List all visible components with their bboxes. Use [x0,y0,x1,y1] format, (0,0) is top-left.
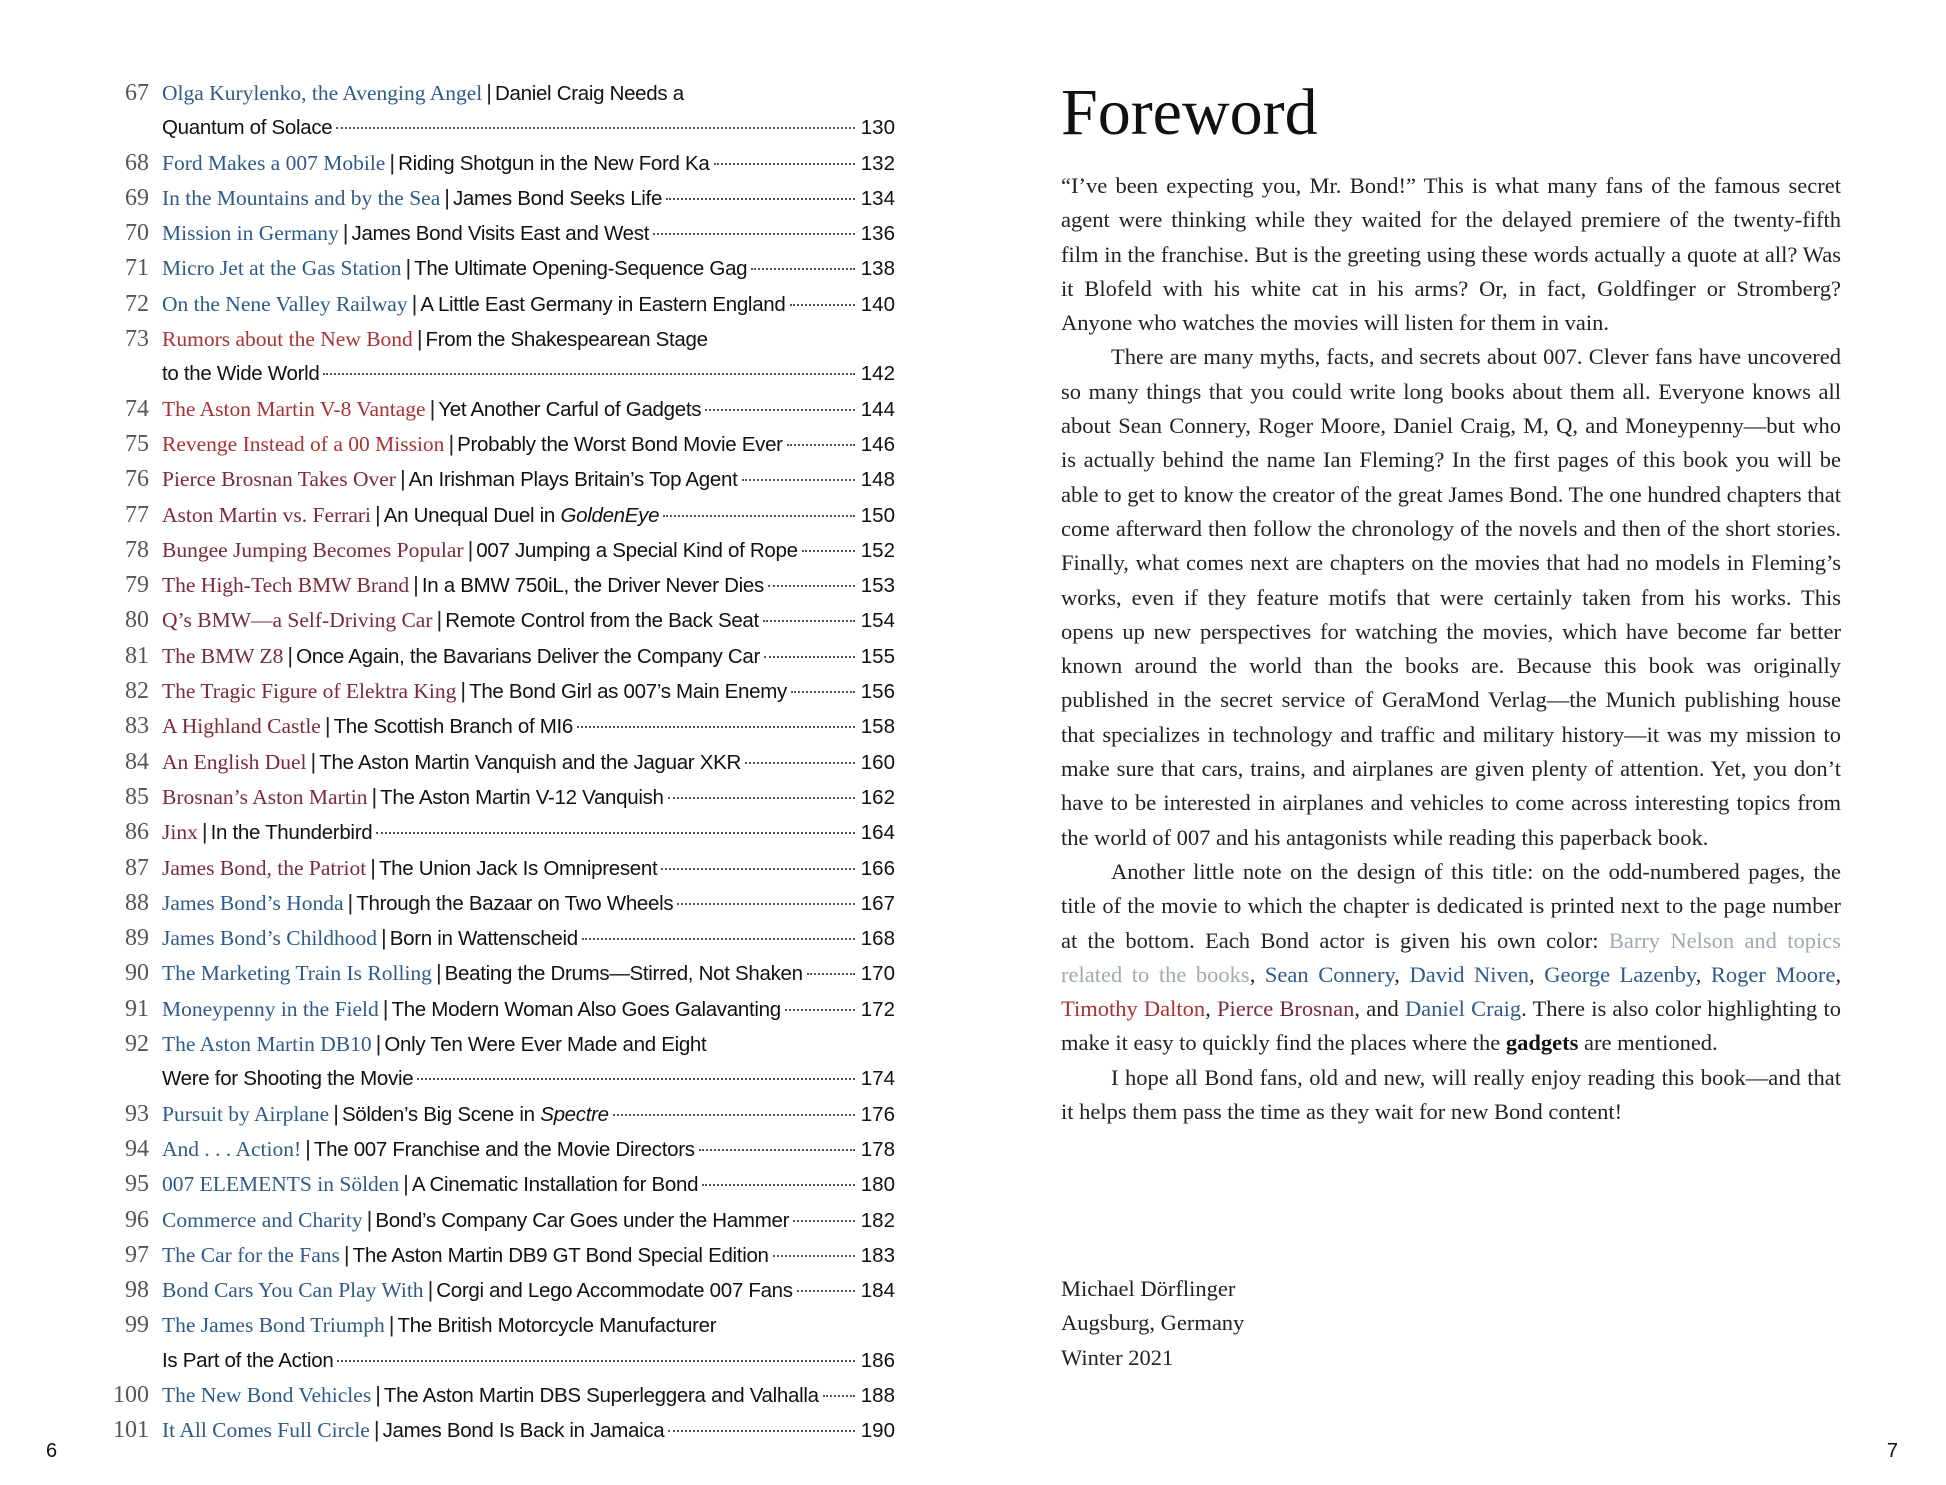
chapter-number: 76 [125,466,149,493]
chapter-page: 146 [860,432,895,456]
chapter-page: 130 [860,116,895,140]
toc-entry[interactable] [100,603,895,638]
chapter-number: 71 [125,255,149,282]
dot-leader [714,163,855,165]
dot-leader [653,233,855,235]
chapter-title: Jinx [162,820,198,845]
toc-entry[interactable] [100,216,895,251]
chapter-number: 77 [125,501,149,528]
chapter-number: 72 [125,290,149,317]
chapter-title: The Aston Martin V-8 Vantage [162,396,426,421]
chapter-number: 101 [113,1417,149,1444]
chapter-subtitle-continued: to the Wide World [162,362,320,386]
table-of-contents [100,76,895,1449]
chapter-page: 180 [860,1173,895,1197]
chapter-subtitle: The Aston Martin V-12 Vanquish [380,785,664,809]
chapter-subtitle: James Bond Visits East and West [351,222,650,246]
foreword-paragraph: There are many myths, facts, and secrets about 007. Clever fans have uncovered so many things that you could write long books about them all. Everyone knows all about Sean Connery, Roger Moore, Daniel Craig, M, Q, and Moneypenny—but who is actually behind the name Ian Fleming? In the first pages of this book you will be able to get to know the creator of the great James Bond. The one hundred chapters that come afterward then follow the chronology of the novels and then of the short stories. Finally, what comes next are chapters on the movies that had no models in Fleming’s works, even if they feature motifs that were certainly taken from his works. This opens up new perspectives for watching the movies, which have become far better known around the world than the books are. Because this book was originally published in the secret service of GeraMond Verlag—the Munich publishing house that specializes in technology and traffic and military history—it was my mission to make sure that cars, trains, and airplanes are given plenty of attention. Yet, you don’t have to be interested in airplanes and vehicles to come across interesting topics from the world of 007 and his antagonists while reading this paperback book. [1061,344,1841,850]
gadgets-highlight: gadgets [1505,1030,1579,1056]
toc-entry[interactable] [100,287,895,322]
chapter-subtitle: The Bond Girl as 007’s Main Enemy [469,680,787,704]
toc-entry[interactable] [100,1273,895,1308]
toc-entry[interactable] [100,851,895,886]
title-separator: | [460,678,467,704]
chapter-title: Ford Makes a 007 Mobile [162,150,386,175]
toc-entry[interactable] [100,956,895,991]
title-separator: | [370,854,376,880]
chapter-number: 78 [125,536,149,563]
chapter-page: 166 [860,856,895,880]
chapter-title: An English Duel [162,749,307,774]
actor-color-label: Sean Connery [1264,961,1395,987]
chapter-subtitle: Bond’s Company Car Goes under the Hammer [375,1208,790,1232]
toc-entry[interactable] [100,1167,895,1202]
title-separator: | [324,713,331,739]
title-separator: | [389,149,396,175]
toc-entry[interactable] [100,392,895,427]
chapter-page: 172 [860,997,895,1021]
title-separator: | [435,960,442,986]
title-separator: | [375,1381,381,1407]
chapter-number: 74 [125,395,149,422]
chapter-subtitle: Through the Bazaar on Two Wheels [356,891,674,915]
page-number-left: 6 [46,1440,58,1462]
foreword-title: Foreword [1061,76,1318,149]
dot-leader [785,1009,855,1011]
paragraph-text: There is also color highlighting to make it easy to quickly find the places where the [1061,996,1841,1056]
signature [1061,1272,1244,1375]
chapter-subtitle: Only Ten Were Ever Made and Eight [384,1033,707,1057]
title-separator: | [427,1277,434,1303]
chapter-title: Bond Cars You Can Play With [162,1278,424,1303]
chapter-title: Revenge Instead of a 00 Mission [162,431,445,456]
chapter-number: 73 [125,326,149,353]
title-separator: | [399,466,406,492]
chapter-number: 96 [125,1206,149,1233]
chapter-page: 153 [860,574,895,598]
title-separator: | [343,1241,350,1267]
chapter-title: Pursuit by Airplane [162,1101,330,1126]
dot-leader [773,1255,855,1257]
chapter-page: 182 [860,1208,895,1232]
chapter-subtitle: Remote Control from the Back Seat [445,609,759,633]
chapter-number: 85 [125,783,149,810]
chapter-title: The James Bond Triumph [162,1313,385,1338]
dot-leader [323,373,854,375]
chapter-page: 160 [860,750,895,774]
chapter-number: 98 [125,1277,149,1304]
dot-leader [790,304,855,306]
title-separator: | [342,220,349,246]
toc-entry[interactable] [100,921,895,956]
chapter-page: 170 [860,962,895,986]
chapter-number: 70 [125,220,149,247]
chapter-title: The Car for the Fans [162,1242,340,1267]
title-separator: | [444,184,450,210]
chapter-title: Rumors about the New Bond [162,327,413,352]
chapter-number: 99 [125,1312,149,1339]
toc-entry[interactable] [100,709,895,744]
dot-leader [663,515,855,517]
dot-leader [745,762,855,764]
dot-leader [768,585,855,587]
chapter-title: Bungee Jumping Becomes Popular [162,537,464,562]
chapter-title: On the Nene Valley Railway [162,291,408,316]
chapter-number: 95 [125,1171,149,1198]
actor-color-label: David Niven [1409,961,1530,987]
title-separator: | [310,748,317,774]
toc-entry[interactable] [100,1132,895,1167]
title-separator: | [375,1031,382,1057]
chapter-title: A Highland Castle [162,714,321,739]
title-separator: | [382,995,389,1021]
dot-leader [793,1220,855,1222]
chapter-subtitle-continued: Is Part of the Action [162,1348,334,1372]
chapter-subtitle: The Scottish Branch of MI6 [333,715,574,739]
chapter-subtitle: A Little East Germany in Eastern England [420,292,786,316]
chapter-number: 91 [125,995,149,1022]
title-separator: | [436,607,443,633]
toc-entry[interactable] [100,76,895,146]
dot-leader [823,1395,855,1397]
chapter-subtitle: The 007 Franchise and the Movie Directors [313,1137,695,1161]
actor-color-label: Timothy Dalton [1061,996,1206,1022]
title-separator: | [411,290,418,316]
foreword-body [1061,169,1841,1129]
dot-leader [699,1149,855,1151]
chapter-subtitle: Daniel Craig Needs a [494,82,684,105]
chapter-subtitle: Corgi and Lego Accommodate 007 Fans [436,1279,793,1303]
page-number-right: 7 [1886,1440,1898,1462]
title-separator: | [448,430,455,456]
toc-entry[interactable] [100,1027,895,1097]
dot-leader [797,1290,855,1292]
toc-entry[interactable] [100,780,895,815]
title-separator: | [373,1417,380,1443]
chapter-page: 150 [860,503,895,527]
actor-color-label: Daniel Craig [1404,996,1522,1022]
chapter-number: 89 [125,925,149,952]
dot-leader [807,973,855,975]
chapter-subtitle: Once Again, the Bavarians Deliver the Company Car [296,644,761,668]
chapter-number: 93 [125,1100,149,1127]
chapter-page: 188 [860,1383,895,1407]
chapter-title: And . . . Action! [162,1136,302,1161]
chapter-number: 86 [125,819,149,846]
dot-leader [613,1114,855,1116]
chapter-title: The New Bond Vehicles [162,1382,372,1407]
dot-leader [677,903,854,905]
chapter-subtitle: Born in Wattenscheid [389,927,578,951]
dot-leader [702,1184,855,1186]
chapter-title: Q’s BMW—a Self-Driving Car [162,608,433,633]
chapter-page: 140 [860,292,895,316]
chapter-title: Olga Kurylenko, the Avenging Angel [162,81,483,105]
chapter-title: Mission in Germany [162,221,339,246]
actor-color-label: Pierce Brosnan [1216,996,1355,1022]
title-separator: | [333,1100,339,1126]
title-separator: | [347,889,354,915]
chapter-number: 79 [125,572,149,599]
chapter-page: 174 [860,1067,895,1091]
toc-entry[interactable] [100,745,895,780]
chapter-page: 134 [860,186,895,210]
chapter-page: 142 [860,362,895,386]
chapter-number: 83 [125,713,149,740]
chapter-number: 81 [125,642,149,669]
title-separator: | [429,395,436,421]
toc-entry[interactable] [100,462,895,497]
chapter-number: 97 [125,1241,149,1268]
dot-leader [742,479,855,481]
chapter-subtitle: The Union Jack Is Omnipresent [378,856,658,880]
chapter-subtitle: Yet Another Carful of Gadgets [438,397,702,421]
dot-leader [751,268,855,270]
chapter-subtitle: The Aston Martin DBS Superleggera and Valhalla [383,1383,819,1407]
toc-entry[interactable] [100,533,895,568]
toc-entry[interactable] [100,1238,895,1273]
chapter-page: 176 [860,1102,895,1126]
chapter-page: 144 [860,397,895,421]
dot-leader [787,444,855,446]
chapter-page: 162 [860,785,895,809]
chapter-page: 138 [860,257,895,281]
title-separator: | [201,819,208,845]
chapter-title: James Bond’s Honda [162,890,344,915]
toc-entry[interactable] [100,886,895,921]
chapter-number: 88 [125,889,149,916]
title-separator: | [486,80,492,105]
chapter-page: 164 [860,821,895,845]
chapter-subtitle: James Bond Is Back in Jamaica [382,1419,665,1443]
toc-entry[interactable] [100,639,895,674]
chapter-title: Commerce and Charity [162,1207,363,1232]
dot-leader [668,797,855,799]
title-separator: | [416,326,423,352]
chapter-title: James Bond’s Childhood [162,926,378,951]
toc-entry[interactable] [100,322,895,392]
toc-entry[interactable] [100,1378,895,1413]
toc-entry[interactable] [100,992,895,1027]
chapter-page: 155 [860,644,895,668]
chapter-title: Aston Martin vs. Ferrari [162,502,371,527]
chapter-subtitle: An Unequal Duel in [383,503,555,527]
chapter-number: 84 [125,748,149,775]
chapter-subtitle: 007 Jumping a Special Kind of Rope [476,538,798,562]
chapter-subtitle: Probably the Worst Bond Movie Ever [457,432,783,456]
chapter-title: James Bond, the Patriot [162,855,367,880]
chapter-subtitle: The Modern Woman Also Goes Galavanting [391,997,781,1021]
chapter-title: Moneypenny in the Field [162,996,379,1021]
dot-leader [791,691,855,693]
chapter-subtitle-italic: Spectre [540,1102,609,1126]
dot-leader [764,656,855,658]
chapter-number: 68 [125,149,149,176]
toc-entry[interactable] [100,815,895,850]
foreword-color-note-paragraph: Another little note on the design of this title: on the odd-numbered pages, the title of the movie to which the chapter is dedicated is printed next to the page number at the bottom. Each Bond actor is given his own color: Barry Nelson and topics related to the books, Sean Connery, David Niven, George Lazenby, Roger Moore, Timothy Dalton, Pierce Brosnan, and Daniel Craig. There is also color highlighting to make it easy to quickly find the places where the gadgets are mentioned. [1061,858,1842,1056]
chapter-page: 148 [860,468,895,492]
dot-leader [668,1430,854,1432]
actor-color-label: George Lazenby [1544,961,1696,987]
chapter-page: 136 [860,222,895,246]
dot-leader [337,1360,854,1362]
chapter-title: Pierce Brosnan Takes Over [162,467,396,492]
paragraph-text: are mentioned. [1583,1030,1718,1056]
title-separator: | [467,536,474,562]
title-separator: | [371,783,378,809]
signature-place: Augsburg, Germany [1061,1310,1245,1336]
chapter-number: 92 [125,1031,149,1058]
chapter-title: The High-Tech BMW Brand [162,573,410,598]
toc-entry[interactable] [100,1413,895,1448]
chapter-title: The BMW Z8 [162,643,284,668]
chapter-subtitle: Beating the Drums—Stirred, Not Shaken [444,962,803,986]
chapter-title: The Marketing Train Is Rolling [162,961,432,986]
dot-leader [666,198,855,200]
chapter-page: 154 [860,609,895,633]
foreword-paragraph: “I’ve been expecting you, Mr. Bond!” This is what many fans of the famous secret agent were thinking while they waited for the delayed premiere of the twenty-fifth film in the franchise. But is the greeting using these words actually a quote at all? Was it Blofeld with his white cat in his arms? Or, in fact, Goldfinger or Stromberg? Anyone who watches the movies will listen for them in vain. [1061,173,1841,336]
chapter-page: 168 [860,927,895,951]
title-separator: | [366,1206,373,1232]
chapter-subtitle: A Cinematic Installation for Bond [411,1173,699,1197]
title-separator: | [405,255,412,281]
title-separator: | [305,1135,311,1161]
chapter-subtitle: Sölden’s Big Scene in [341,1102,535,1126]
chapter-subtitle: From the Shakespearean Stage [425,328,708,352]
chapter-subtitle: The Ultimate Opening-Sequence Gag [414,257,748,281]
dot-leader [577,726,855,728]
title-separator: | [388,1312,395,1338]
actor-color-label: Roger Moore [1710,961,1836,987]
right-page [973,0,1946,1485]
chapter-page: 183 [860,1243,895,1267]
toc-entry[interactable] [100,146,895,181]
chapter-number: 82 [125,678,149,705]
title-separator: | [381,925,387,951]
chapter-number: 69 [125,184,149,211]
chapter-page: 186 [860,1348,895,1372]
title-separator: | [287,642,294,668]
toc-entry[interactable] [100,427,895,462]
foreword-paragraph: I hope all Bond fans, old and new, will really enjoy reading this book—and that it helps them pass the time as they wait for new Bond content! [1061,1064,1841,1125]
title-separator: | [403,1171,409,1197]
chapter-page: 152 [860,538,895,562]
paragraph-text: Another little note on the design of this title: on the odd-numbered pages, the title of the movie to which the chapter is dedicated is printed next to the page number at the bottom. Each Bond actor is given his own color: [1061,858,1841,953]
title-separator: | [375,501,381,527]
toc-entry[interactable] [100,674,895,709]
chapter-number: 100 [113,1381,149,1408]
actor-color-label: Barry Nelson and topics related to the books [1061,927,1841,987]
chapter-page: 184 [860,1279,895,1303]
dot-leader [763,620,855,622]
chapter-title: Brosnan’s Aston Martin [162,784,368,809]
chapter-title: The Aston Martin DB10 [162,1032,372,1057]
signature-name: Michael Dörflinger [1061,1276,1236,1301]
chapter-title: In the Mountains and by the Sea [162,185,441,210]
title-separator: | [413,572,419,598]
chapter-number: 80 [125,607,149,634]
chapter-page: 156 [860,680,895,704]
signature-date: Winter 2021 [1061,1344,1174,1370]
chapter-title: 007 ELEMENTS in Sölden [162,1172,400,1197]
chapter-number: 67 [125,80,149,106]
chapter-number: 94 [125,1135,149,1162]
dot-leader [661,868,854,870]
chapter-subtitle-continued: Quantum of Solace [162,116,333,140]
chapter-title: It All Comes Full Circle [162,1418,370,1443]
toc-entry[interactable] [100,1203,895,1238]
chapter-subtitle-continued: Were for Shooting the Movie [162,1067,414,1091]
chapter-page: 178 [860,1137,895,1161]
chapter-title: The Tragic Figure of Elektra King [162,679,457,704]
chapter-subtitle: The British Motorcycle Manufacturer [397,1314,717,1338]
chapter-number: 87 [125,854,149,881]
dot-leader [582,938,855,940]
toc-entry[interactable] [100,181,895,216]
toc-entry[interactable] [100,568,895,603]
chapter-subtitle: The Aston Martin Vanquish and the Jaguar XKR [319,750,741,774]
chapter-subtitle: James Bond Seeks Life [452,186,663,210]
toc-entry[interactable] [100,1308,895,1378]
chapter-page: 190 [860,1419,895,1443]
chapter-number: 90 [125,960,149,987]
conjunction: and [1366,996,1399,1022]
chapter-subtitle: In the Thunderbird [210,821,373,845]
chapter-subtitle: In a BMW 750iL, the Driver Never Dies [421,574,764,598]
toc-entry[interactable] [100,1097,895,1132]
dot-leader [336,127,854,129]
chapter-subtitle: Riding Shotgun in the New Ford Ka [398,151,710,175]
chapter-page: 132 [860,151,895,175]
chapter-subtitle: The Aston Martin DB9 GT Bond Special Edition [352,1243,769,1267]
dot-leader [417,1078,854,1080]
toc-entry[interactable] [100,498,895,533]
dot-leader [705,409,855,411]
dot-leader [802,550,855,552]
toc-entry[interactable] [100,251,895,286]
chapter-subtitle: An Irishman Plays Britain’s Top Agent [408,468,738,492]
chapter-title: Micro Jet at the Gas Station [162,256,402,281]
chapter-subtitle-italic: GoldenEye [560,503,660,527]
dot-leader [376,832,854,834]
chapter-number: 75 [125,430,149,457]
chapter-page: 158 [860,715,895,739]
chapter-page: 167 [860,891,895,915]
